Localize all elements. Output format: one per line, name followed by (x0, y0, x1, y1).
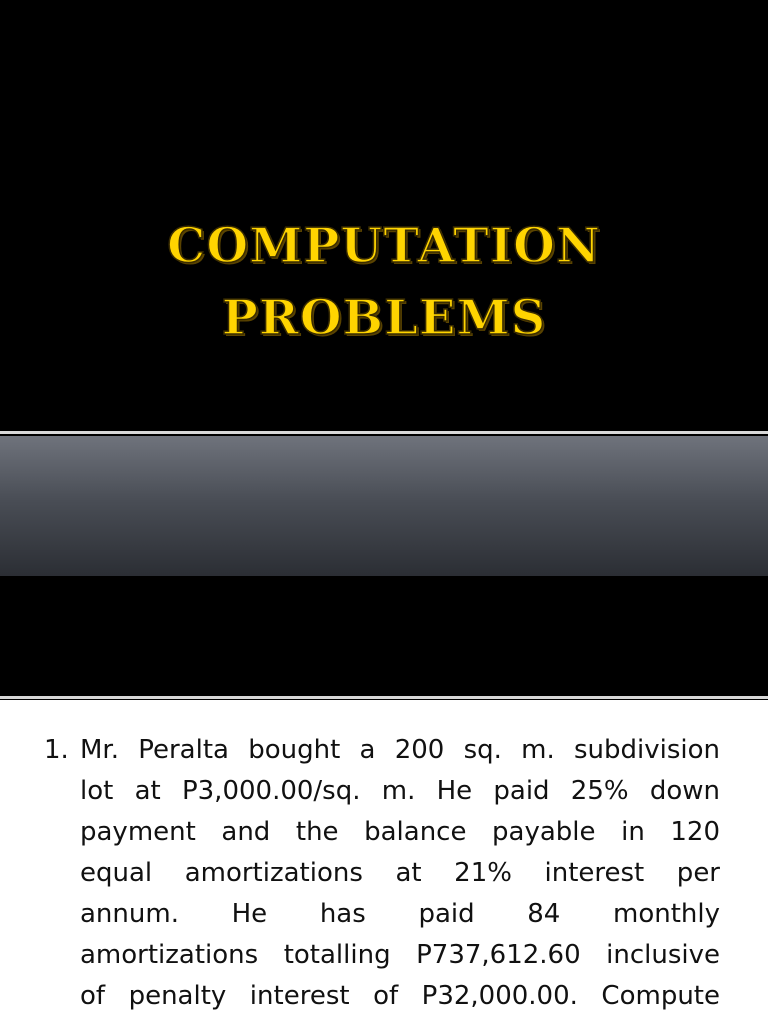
problem-text (44, 730, 720, 1017)
divider-bottom (0, 696, 768, 699)
problem-line: lot at P3,000.00/sq. m. He paid 25% down (80, 776, 720, 806)
problem-line: Mr. Peralta bought a 200 sq. m. subdivision (80, 735, 720, 765)
slide-title-line-2: PROBLEMS (221, 290, 547, 346)
problem-line: annum. He has paid 84 monthly (80, 899, 720, 929)
problem-body (44, 730, 720, 1017)
divider-top (0, 431, 768, 434)
problem-line: amortizations totalling P737,612.60 inclusive (80, 940, 720, 970)
problem-line: equal amortizations at 21% interest per (80, 858, 720, 888)
problem-line: of penalty interest of P32,000.00. Compute (80, 981, 720, 1011)
title-slide (0, 0, 768, 430)
gradient-band (0, 436, 768, 576)
problem-line: payment and the balance payable in 120 (80, 817, 720, 847)
problem-number: 1. (44, 735, 69, 765)
problem-slide (0, 700, 768, 1024)
slide-title (0, 210, 768, 354)
slide-title-line-1: COMPUTATION (167, 218, 601, 274)
dark-band (0, 576, 768, 696)
